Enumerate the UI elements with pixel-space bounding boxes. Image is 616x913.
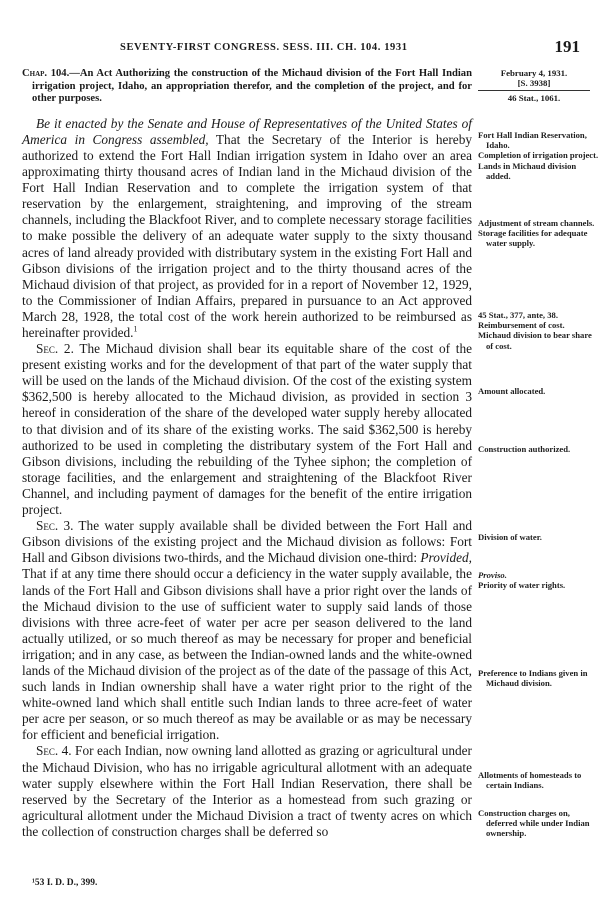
- margin-note-line: Priority of water rights.: [478, 580, 566, 591]
- section-4: [22, 743, 472, 840]
- section-2-text: The Michaud division shall bear its equitable share of the cost of the present existing works and for the development of that part of the water supply that will be used on the lands of the Michaud division. Of the cost of the existing system $362,500 is hereby allocated to the Michaud division, as provided in section 3 hereof in consideration of the share of the developed water supply hereby allocated to that division and of its share of the existing works. The said $362,500 is hereby authorized to be used in completing the distributary system of the Fort Hall and Gibson divisions, including the rebuilding of the Tyhee siphon; the completion of storage facilities, and the enlargement and straightening of the Blackfoot River Channel, and including payment of damages for the benefit of the entire irrigation project.: [22, 341, 472, 518]
- margin-note-line: Storage facilities for adequate water supply.: [478, 228, 588, 249]
- chapter-heading: [22, 68, 472, 106]
- margin-note-3: [478, 310, 600, 351]
- act-body: [22, 116, 472, 840]
- margin-note-line: Construction authorized.: [478, 444, 571, 454]
- margin-note-9: [478, 770, 600, 790]
- margin-note-line: Construction charges on, deferred while under Indian ownership.: [478, 808, 590, 839]
- page-header: [30, 37, 582, 60]
- enactment-date-block: [478, 68, 590, 103]
- margin-note-10: [478, 808, 600, 839]
- section-2: [22, 341, 472, 518]
- section-3-text-a: The water supply available shall be divided between the Fort Hall and Gibson divisions of the existing project and the Michaud division as follows: Fort Hall and Gibson divisions two-thirds, and the Michaud division one-third:: [22, 518, 472, 566]
- margin-note-line: Adjustment of stream channels.: [478, 218, 595, 228]
- section-3: [22, 518, 472, 743]
- margin-note-1: [478, 130, 600, 181]
- margin-note-5: [478, 444, 600, 454]
- enacting-clause: Be it enacted by the Senate and House of Representatives of the United States of America in Congress assembled,: [22, 115, 472, 147]
- section-3-label: Sec. 3.: [36, 518, 74, 534]
- footnote-marker: 1: [133, 324, 138, 334]
- date-rule: [478, 90, 590, 91]
- margin-note-line: Proviso.: [478, 570, 507, 580]
- proviso-word: Provided,: [420, 550, 472, 566]
- margin-note-line: 45 Stat., 377, ante, 38.: [478, 310, 558, 320]
- section-3-text-b: That if at any time there should occur a deficiency in the water supply available, the lands of the Fort Hall and Gibson divisions shall have a prior right over the lands of the Michaud division to the use of sufficient water to supply said lands of those divisions with three acre-feet of water per acre per season delivered to the land actually utilized, or so much thereof as may be necessary for proper and beneficial irrigation; and in any case, as between the Indian-owned lands and the white-owned lands of the Michaud division of the project as of the date of the passage of this Act, such lands in Indian ownership shall have a water right prior to the right of the white-owned land which shall entitle such Indian lands to three acre-feet of water per acre per season, or so much thereof as may be available or as may be necessary for efficient and beneficial irrigation.: [22, 566, 472, 743]
- margin-note-2: [478, 218, 600, 249]
- running-head: SEVENTY-FIRST CONGRESS. SESS. III. CH. 104. 1931: [120, 42, 408, 53]
- margin-note-7: [478, 570, 600, 590]
- margin-note-line: Michaud division to bear share of cost.: [478, 330, 592, 351]
- margin-note-line: Fort Hall Indian Reservation, Idaho.: [478, 130, 587, 151]
- enactment-date: February 4, 1931.: [500, 68, 568, 78]
- chapter-title: —An Act Authorizing the construction of the Michaud division of the Fort Hall Indian irrigation project, Idaho, an appropriation therefor, and the completion of the project, and for other purposes.: [32, 68, 472, 105]
- section-1: [22, 116, 472, 341]
- main-text-column: [22, 68, 472, 840]
- margin-note-line: Division of water.: [478, 532, 542, 542]
- statute-citation: 46 Stat., 1061.: [507, 93, 561, 103]
- margin-note-line: Preference to Indians given in Michaud division.: [478, 668, 588, 689]
- section-4-label: Sec. 4.: [36, 743, 72, 759]
- margin-note-4: [478, 386, 600, 396]
- margin-note-line: Allotments of homesteads to certain Indians.: [478, 770, 582, 791]
- margin-note-line: Amount allocated.: [478, 386, 546, 396]
- section-1-text: That the Secretary of the Interior is hereby authorized to extend the Fort Hall Indian irrigation system in Idaho over an area approximating thirty thousand acres of Indian land in the Michaud division of the Fort Hall Indian Reservation and to complete the irrigation system of that reservation by the enlargement, straightening, and improving of the stream channels, including the Blackfoot River, and to complete necessary storage facilities to make possible the delivery of an adequate water supply to the sixty thousand acres of land already provided with distributary system in the existing Fort Hall and Gibson divisions of the irrigation project and to the thirty thousand acres of the Michaud division of that project, as provided for in a report of November 12, 1929, to the Commissioner of Indian Affairs, prepared in pursuance to an Act approved March 28, 1928, the total cost of the work herein authorized to be reimbursed as hereinafter provided.: [22, 131, 473, 340]
- margin-note-line: Reimbursement of cost.: [478, 320, 565, 331]
- page-number: 191: [554, 37, 580, 56]
- footnote: ¹53 I. D. D., 399.: [32, 878, 98, 888]
- section-4-text: For each Indian, now owning land allotted as grazing or agricultural under the Michaud Division, who has no irrigable agricultural allotment with an adequate water supply elsewhere within the Fort Hall Indian Reservation, there shall be reserved by the Secretary of the Interior as a homestead from such grazing or agricultural allotment under the Michaud Division a tract of twenty acres on which the collection of construction charges shall be deferred so: [22, 743, 472, 839]
- margin-note-line: Completion of irrigation project.: [478, 150, 599, 161]
- margin-note-line: Lands in Michaud division added.: [478, 160, 577, 181]
- chapter-label: Chap. 104.: [22, 68, 70, 79]
- bill-number: [S. 3938]: [517, 78, 551, 88]
- section-2-label: Sec. 2.: [36, 341, 74, 357]
- margin-note-6: [478, 532, 600, 542]
- margin-note-8: [478, 668, 600, 688]
